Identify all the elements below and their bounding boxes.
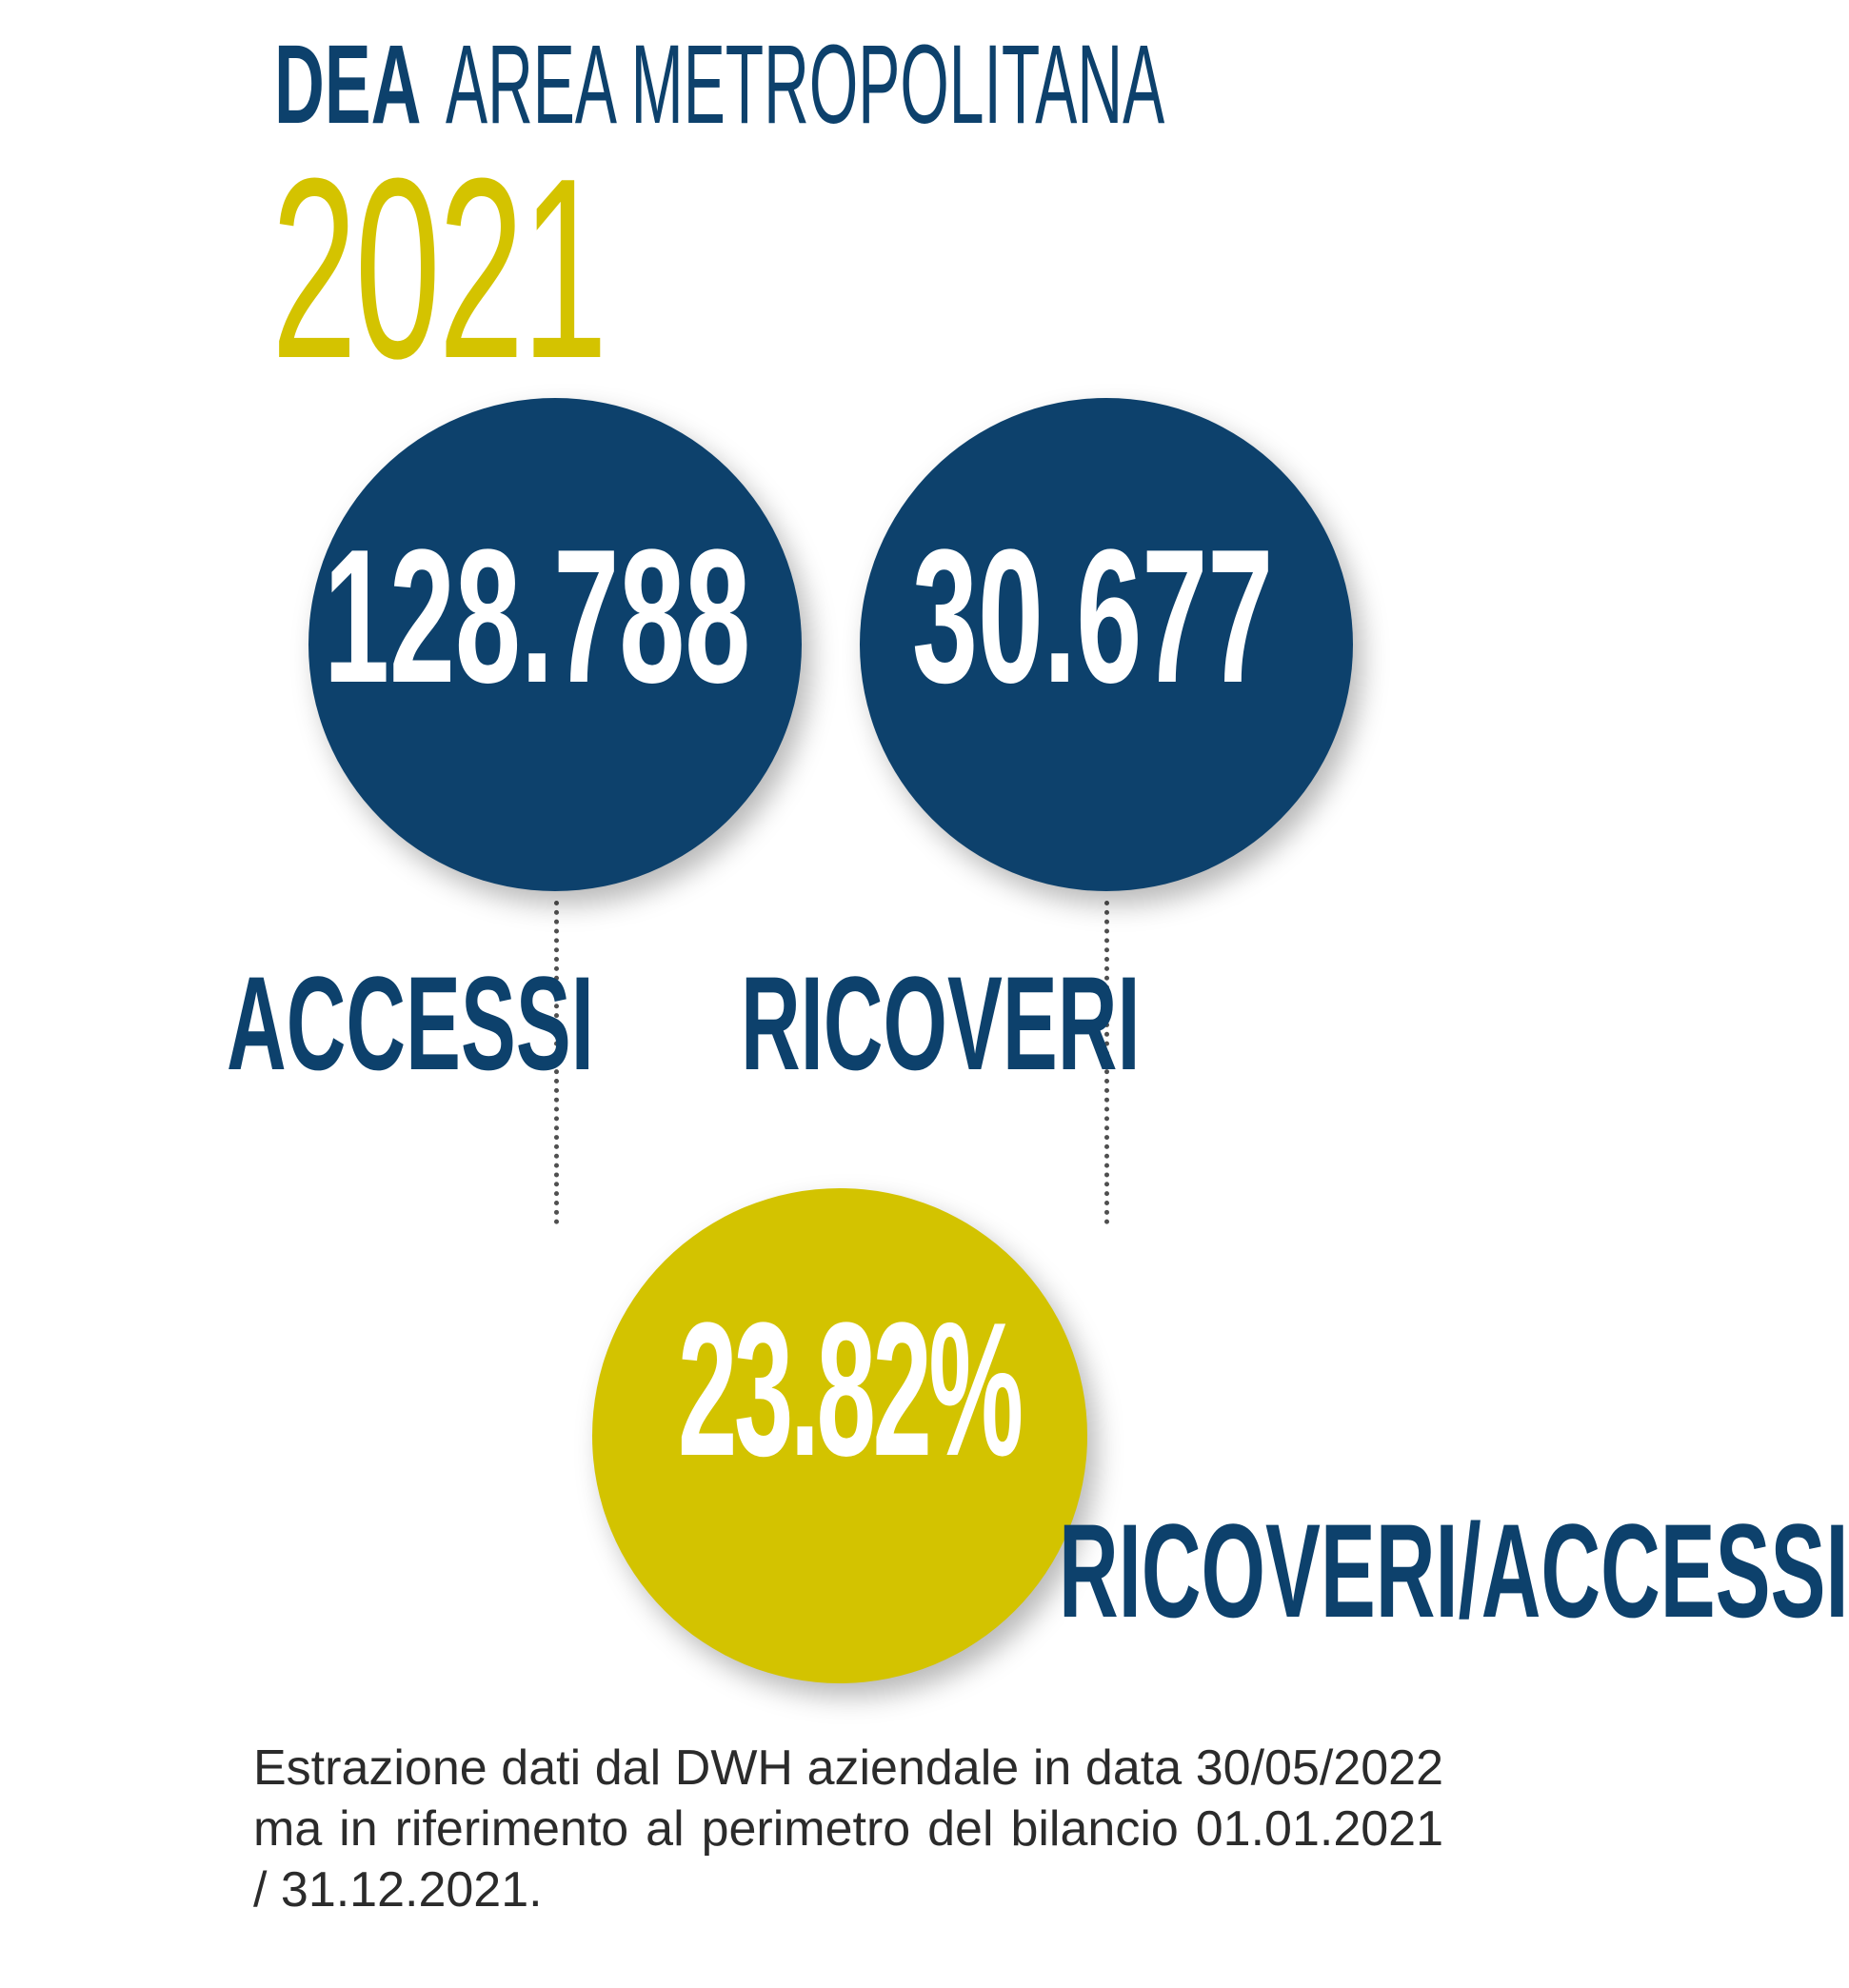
ricoveri-label: RICOVERI	[741, 948, 1141, 1098]
title-subtitle: AREA METROPOLITANA	[446, 22, 1165, 148]
title-bold: DEA	[274, 22, 422, 148]
accessi-label: ACCESSI	[227, 948, 594, 1098]
ricoveri-value: 30.677	[912, 510, 1274, 723]
title-year: 2021	[271, 126, 606, 412]
footnote: Estrazione dati dal DWH aziendale in data 30/05/2022 ma in riferimento al perimetro del bilancio 01.01.2021 / 31.12.2021.	[253, 1740, 1443, 1918]
accessi-value: 128.788	[324, 510, 751, 723]
ratio-label: RICOVERI/ACCESSI	[1059, 1496, 1849, 1645]
ratio-value: 23.82%	[678, 1283, 1021, 1496]
